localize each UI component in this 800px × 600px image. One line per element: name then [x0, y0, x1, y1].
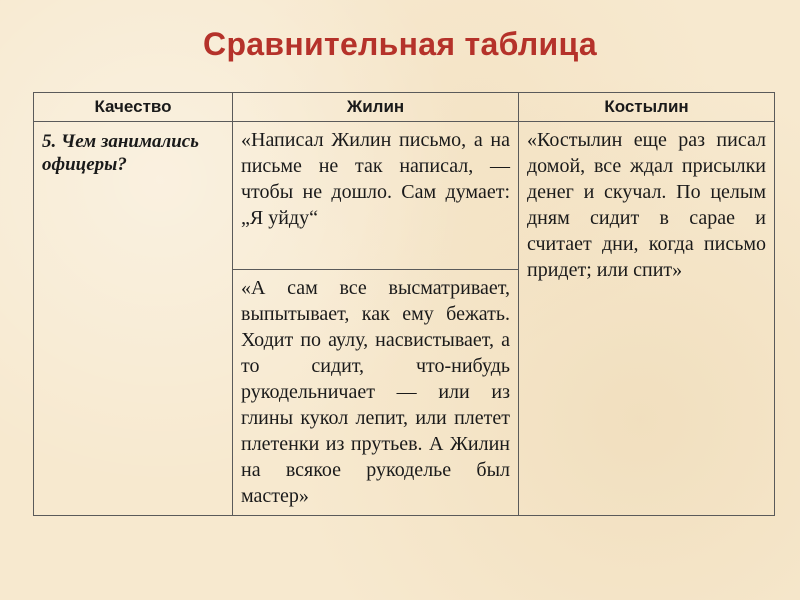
table-row	[34, 122, 775, 270]
zhilin-quote-letter: «Написал Жилин письмо, а на письме не так написал, — чтобы не дошло. Сам думает: „Я уйду“	[233, 122, 519, 270]
comparison-table	[33, 92, 775, 516]
kostylin-quote: «Костылин еще раз писал домой, все ждал присылки денег и скучал. По целым дням сидит в сарае и считает дни, когда письмо придет; или спит»	[519, 122, 775, 516]
header-quality: Качество	[34, 93, 233, 122]
slide-title: Сравнительная таблица	[203, 26, 597, 62]
header-zhilin: Жилин	[233, 93, 519, 122]
table-header-row	[34, 93, 775, 122]
header-kostylin: Костылин	[519, 93, 775, 122]
zhilin-quote-crafts: «А сам все высматривает, выпытывает, как ему бежать. Ходит по аулу, насвистывает, а то сидит, что-нибудь рукодельничает — или из глины кукол лепит, или плетет плетенки из прутьев. А Жилин на всякое рукоделье был мастер»	[233, 270, 519, 516]
quality-cell: 5. Чем занимались офицеры?	[34, 122, 233, 516]
